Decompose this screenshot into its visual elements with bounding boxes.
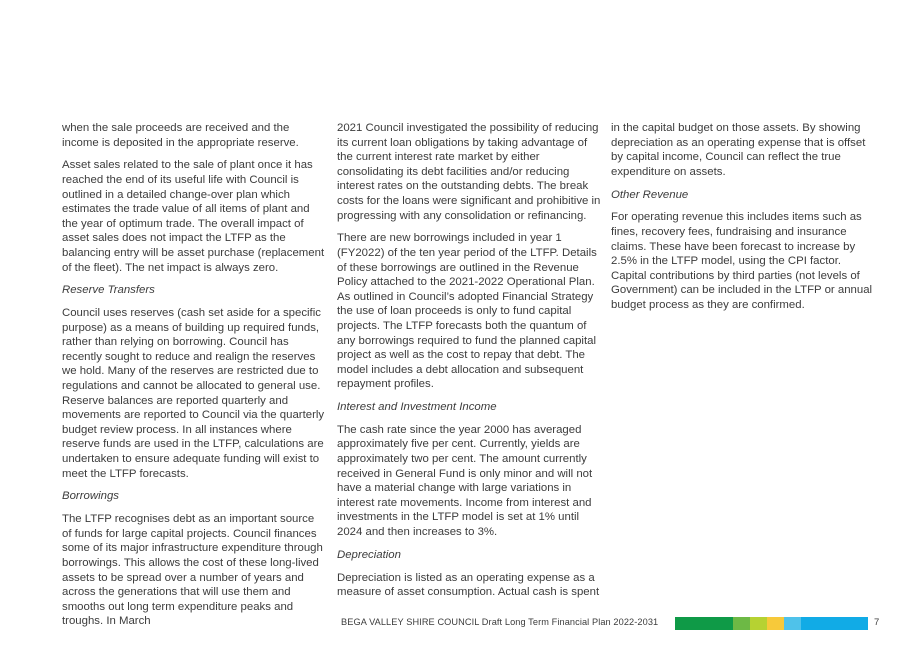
text-column-3: [611, 121, 875, 321]
footer-title: BEGA VALLEY SHIRE COUNCIL Draft Long Term Financial Plan 2022-2031: [341, 617, 659, 627]
body-paragraph: in the capital budget on those assets. By showing depreciation as an operating expense that is offset by capital income, Council can reflect the true expenditure on assets.: [611, 122, 866, 178]
body-paragraph: 2021 Council investigated the possibility of reducing its current loan obligations by taking advantage of the current interest rate market by either consolidating its debt facilities and/or reducing interest rates on the outstanding debts. The break costs for the loans were significant and prohibitive in progressing with any consolidation or refinancing.: [337, 122, 601, 222]
text-column-1: [62, 121, 326, 637]
body-paragraph: Depreciation is listed as an operating expense as a measure of asset consumption. Actual cash is spent: [337, 571, 600, 599]
body-paragraph: The cash rate since the year 2000 has averaged approximately five per cent. Currently, yields are approximately two per cent. The amount currently received in General Fund is only minor and will not have a material change with large variations in interest rate movements. Income from interest and investments in the LTFP model is set at 1% until 2024 and then increases to 3%.: [337, 423, 593, 538]
page-number: 7: [874, 617, 880, 628]
text-column-2: [337, 121, 601, 608]
section-heading: Other Revenue: [611, 188, 689, 201]
section-heading: Depreciation: [337, 548, 401, 561]
body-paragraph: when the sale proceeds are received and the income is deposited in the appropriate reserve.: [62, 122, 299, 149]
body-paragraph: The LTFP recognises debt as an important source of funds for large capital projects. Council finances some of its major infrastructure expenditure through borrowings. This allows the cost of these long-lived assets to be spread over a number of years and across the generations that will use them and smooths out long term expenditure peaks and troughs. In March: [62, 513, 323, 628]
color-bar-segment: [784, 617, 801, 630]
color-bar-segment: [750, 617, 767, 630]
footer-color-bar: [675, 617, 868, 630]
body-paragraph: For operating revenue this includes items such as fines, recovery fees, fundraising and insurance claims. These have been forecast to increase by 2.5% in the LTFP model, using the CPI factor. Capital contributions by third parties (not levels of Government) can be included in the LTFP or annual budget process as they are confirmed.: [611, 211, 873, 311]
color-bar-segment: [835, 617, 868, 630]
color-bar-segment: [733, 617, 750, 630]
color-bar-segment: [704, 617, 733, 630]
section-heading: Interest and Investment Income: [337, 401, 497, 414]
color-bar-segment: [767, 617, 784, 630]
body-paragraph: There are new borrowings included in year 1 (FY2022) of the ten year period of the LTFP. Details of these borrowings are outlined in the Revenue Policy attached to the 2021-2022 Operational Plan. As outlined in Council’s adopted Financial Strategy the use of loan proceeds is only to fund capital projects. The LTFP forecasts both the quantum of any borrowings required to fund the planned capital project as well as the cost to repay that debt. The model includes a debt allocation and subsequent repayment profiles.: [337, 232, 597, 391]
section-heading: Reserve Transfers: [62, 284, 155, 297]
body-paragraph: Asset sales related to the sale of plant once it has reached the end of its useful life with Council is outlined in a detailed change-over plan which estimates the trade value of all items of plant and the year of optimum trade. The overall impact of asset sales does not impact the LTFP as the balancing entry will be asset purchase (replacement of the fleet). The net impact is always zero.: [62, 159, 325, 274]
color-bar-segment: [675, 617, 704, 630]
body-paragraph: Council uses reserves (cash set aside for a specific purpose) as a means of building up required funds, rather than relying on borrowing. Council has recently sought to reduce and realign the reserves we hold. Many of the reserves are restricted due to regulations and cannot be allocated to general use. Reserve balances are reported quarterly and movements are reported to Council via the quarterly budget review process. In all instances where reserve funds are used in the LTFP, calculations are undertaken to ensure adequate funding will exist to meet the LTFP forecasts.: [62, 307, 325, 480]
section-heading: Borrowings: [62, 490, 119, 503]
color-bar-segment: [801, 617, 835, 630]
